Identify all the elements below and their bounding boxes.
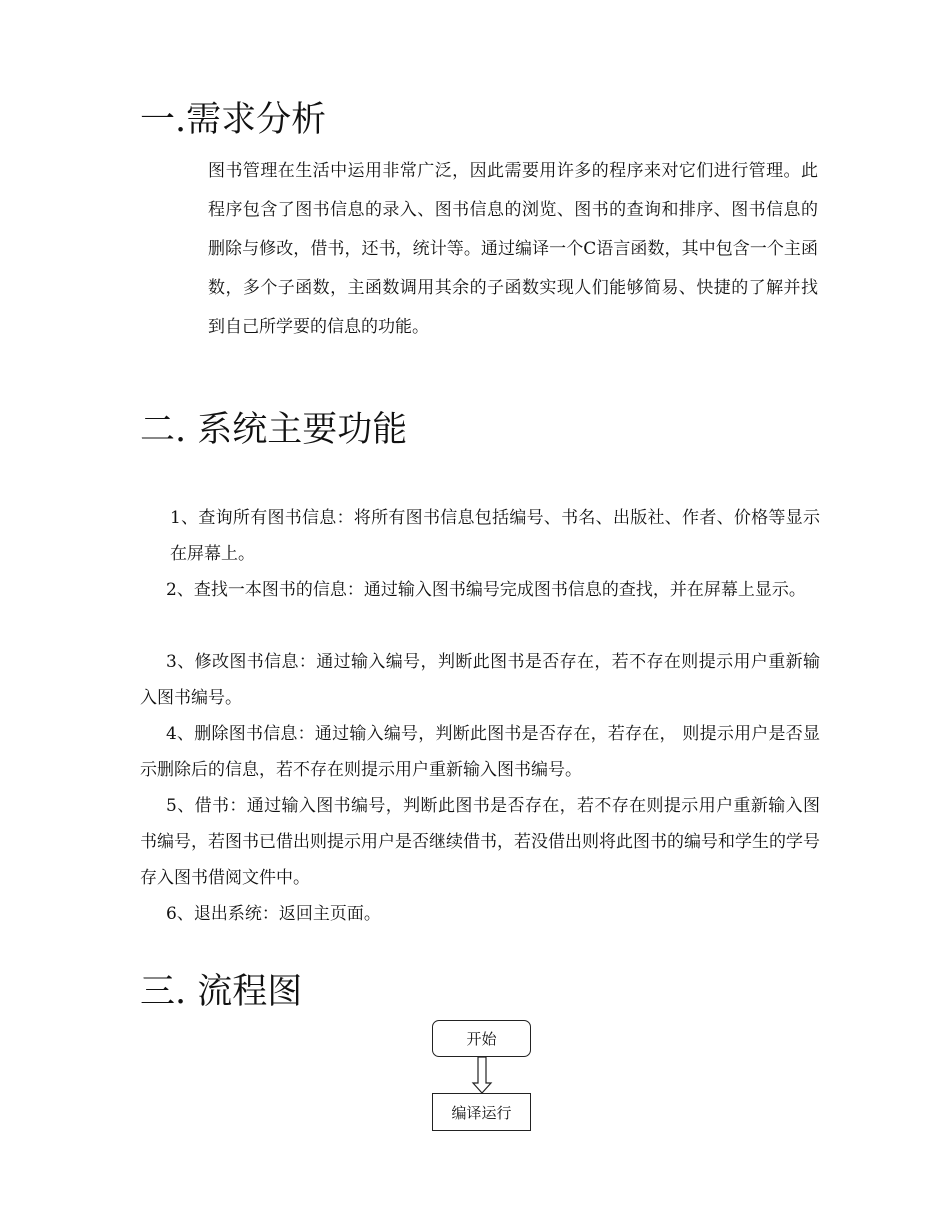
function-item-3: 3、修改图书信息：通过输入编号，判断此图书是否存在，若不存在则提示用户重新输入图书编号。 [140,652,820,708]
section-2-heading: 二. 系统主要功能 [140,410,408,450]
section-3-heading: 三. 流程图 [140,972,303,1012]
flowchart-start-node [432,1020,531,1057]
flowchart-compile-node [432,1093,531,1131]
function-item-2: 2、查找一本图书的信息：通过输入图书编号完成图书信息的查找，并在屏幕上显示。 [166,580,806,600]
function-item-6: 6、退出系统：返回主页面。 [166,904,381,924]
flowchart-arrow [470,1057,494,1095]
flowchart-compile-label: 编译运行 [451,1103,512,1122]
section-1-heading: 一.需求分析 [140,100,327,140]
flowchart-start-label: 开始 [466,1030,497,1048]
function-item-5: 5、借书：通过输入图书编号，判断此图书是否存在，若不存在则提示用户重新输入图书编号，若图书已借出则提示用户是否继续借书，若没借出则将此图书的编号和学生的学号存入图书借阅文件中。 [140,796,820,888]
section-1-body: 图书管理在生活中运用非常广泛，因此需要用许多的程序来对它们进行管理。此程序包含了图书信息的录入、图书信息的浏览、图书的查询和排序、图书信息的删除与修改，借书，还书，统计等。通过编译一个C语言函数，其中包含一个主函数，多个子函数，主函数调用其余的子函数实现人们能够简易、快捷的了解并找到自己所学要的信息的功能。 [208,161,818,337]
function-item-4: 4、删除图书信息：通过输入编号，判断此图书是否存在，若存在， 则提示用户是否显示删除后的信息，若不存在则提示用户重新输入图书编号。 [140,724,820,780]
function-item-1: 1、查询所有图书信息：将所有图书信息包括编号、书名、出版社、作者、价格等显示在屏幕上。 [170,508,820,564]
